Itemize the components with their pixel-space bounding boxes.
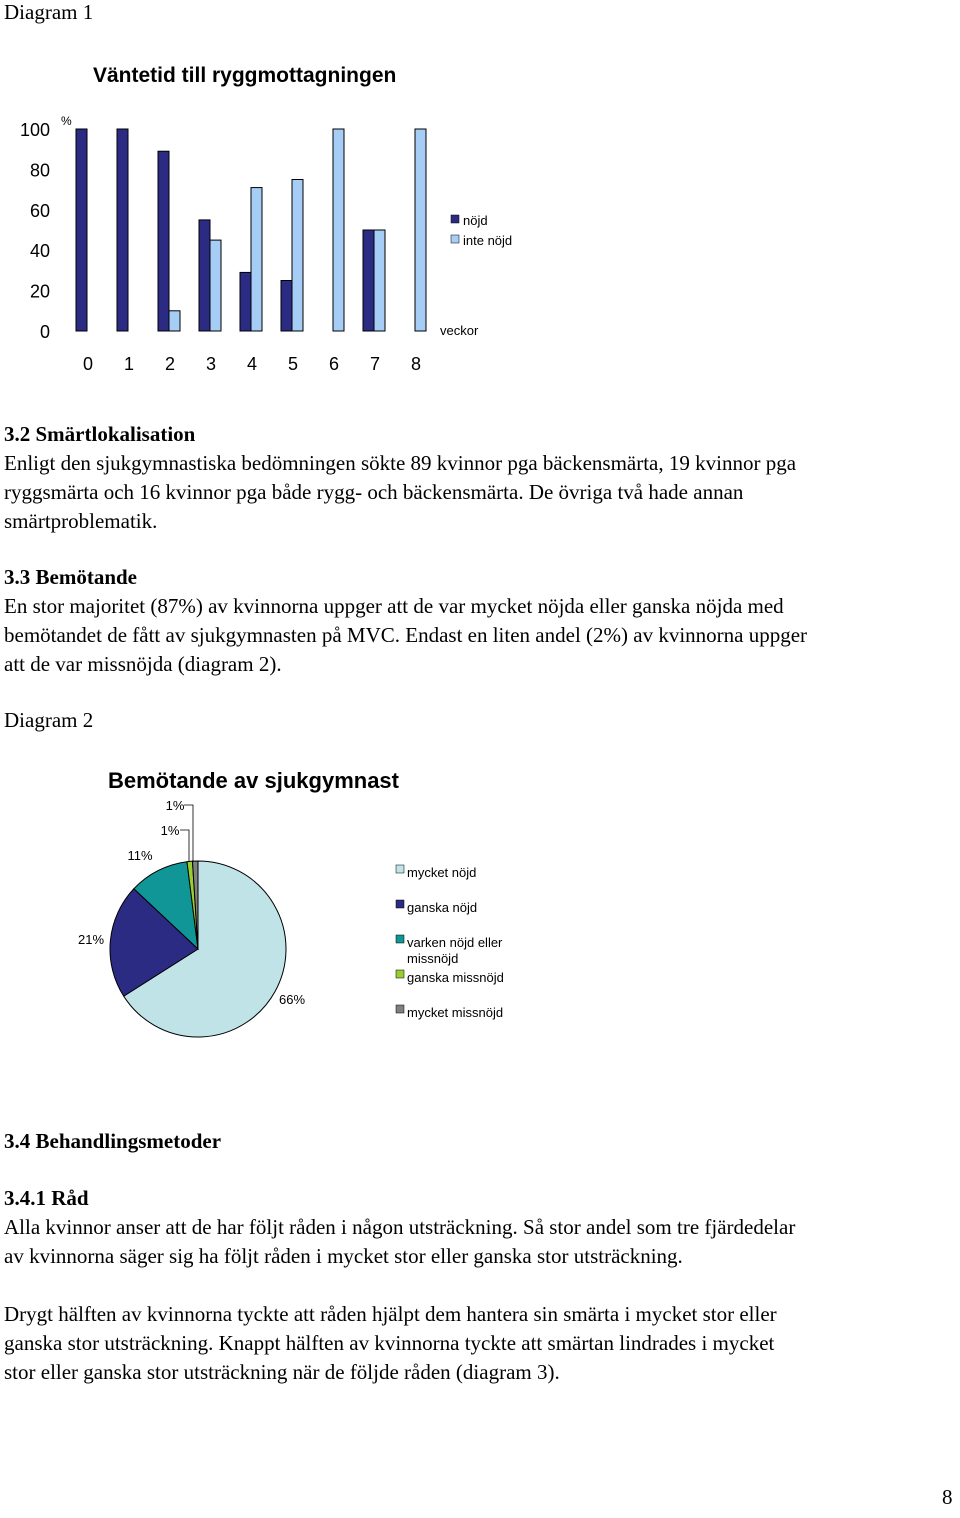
bar-nojd — [363, 230, 374, 331]
legend-label: ganska nöjd — [407, 900, 478, 915]
pie-data-label: 1% — [160, 823, 180, 838]
x-tick-label: 5 — [287, 354, 299, 374]
bar-nojd — [281, 281, 292, 332]
x-axis-unit: veckor — [440, 323, 479, 338]
legend-swatch — [396, 865, 404, 873]
legend-swatch — [396, 1005, 404, 1013]
x-tick-label: 4 — [246, 354, 258, 374]
section-3-3 — [4, 563, 954, 679]
bar-inte-nojd — [292, 180, 303, 332]
paragraph-line: stor eller ganska stor utsträckning när de följde råden (diagram 3). — [4, 1360, 560, 1384]
bar-inte-nojd — [333, 129, 344, 331]
bar-nojd — [240, 272, 251, 331]
leader-line — [180, 830, 189, 862]
legend-label: varken nöjd eller — [407, 935, 503, 950]
legend-label: ganska missnöjd — [407, 970, 504, 985]
pie-chart-treatment — [0, 750, 960, 1050]
leader-line — [184, 805, 193, 862]
legend-swatch — [451, 235, 459, 243]
y-tick-label: 100 — [19, 120, 50, 140]
y-tick-label: 40 — [29, 241, 50, 262]
legend-swatch — [396, 970, 404, 978]
bar-nojd — [158, 151, 169, 331]
section-heading: 3.3 Bemötande — [4, 565, 137, 589]
paragraph-line: ryggsmärta och 16 kvinnor pga både rygg- och bäckensmärta. De övriga två hade annan — [4, 480, 744, 504]
bar-nojd — [117, 129, 128, 331]
paragraph-line: En stor majoritet (87%) av kvinnorna uppger att de var mycket nöjda eller ganska nöjda med — [4, 594, 784, 618]
pie-data-label: 11% — [127, 848, 153, 863]
bar-inte-nojd — [374, 230, 385, 331]
y-axis-unit: % — [61, 114, 72, 128]
x-tick-label: 2 — [164, 354, 176, 374]
chart-title: Väntetid till ryggmottagningen — [93, 64, 397, 87]
section-3-2 — [4, 420, 954, 536]
paragraph-line: Drygt hälften av kvinnorna tyckte att råden hjälpt dem hantera sin smärta i mycket stor eller — [4, 1302, 777, 1326]
paragraph-line: Alla kvinnor anser att de har följt råden i någon utsträckning. Så stor andel som tre fjärdedelar — [4, 1215, 796, 1239]
legend-swatch — [396, 900, 404, 908]
x-tick-label: 1 — [123, 354, 135, 374]
legend-label: mycket missnöjd — [407, 1005, 504, 1020]
bar-nojd — [199, 220, 210, 331]
pie-data-label: 21% — [77, 932, 105, 947]
section-heading: 3.2 Smärtlokalisation — [4, 422, 196, 446]
bar-inte-nojd — [415, 129, 426, 331]
legend-label: mycket nöjd — [407, 865, 477, 880]
y-tick-label: 0 — [39, 322, 50, 342]
bar-inte-nojd — [210, 240, 221, 331]
x-tick-label: 3 — [205, 354, 217, 374]
y-tick-label: 80 — [29, 160, 50, 181]
paragraph-line: av kvinnorna säger sig ha följt råden i mycket stor eller ganska stor utsträckning. — [4, 1244, 683, 1268]
diagram2-caption: Diagram 2 — [4, 708, 94, 732]
paragraph-line: ganska stor utsträckning. Knappt hälften av kvinnorna tyckte att smärtan lindrades i mycket — [4, 1331, 775, 1355]
pie-data-label: 1% — [165, 798, 185, 813]
bar-chart-wait-time — [0, 40, 960, 390]
paragraph-line: smärtproblematik. — [4, 509, 158, 533]
section-3-4 — [4, 1127, 954, 1387]
sub-heading: 3.4.1 Råd — [4, 1186, 89, 1210]
x-tick-label: 6 — [328, 354, 340, 374]
paragraph-line: bemötandet de fått av sjukgymnasten på MVC. Endast en liten andel (2%) av kvinnorna uppger — [4, 623, 808, 647]
page-number: 8 — [942, 1485, 953, 1509]
x-tick-label: 7 — [369, 354, 381, 374]
legend-label: missnöjd — [407, 951, 459, 966]
paragraph-line: Enligt den sjukgymnastiska bedömningen sökte 89 kvinnor pga bäckensmärta, 19 kvinnor pga — [4, 451, 797, 475]
bar-inte-nojd — [169, 311, 180, 331]
diagram1-caption: Diagram 1 — [4, 0, 94, 24]
pie-data-label: 66% — [278, 992, 306, 1007]
x-tick-label: 0 — [82, 354, 94, 374]
legend-label: inte nöjd — [463, 233, 513, 248]
legend-swatch — [396, 935, 404, 943]
bar-nojd — [76, 129, 87, 331]
y-tick-label: 60 — [29, 200, 50, 221]
section-heading: 3.4 Behandlingsmetoder — [4, 1129, 222, 1153]
chart-title: Bemötande av sjukgymnast — [108, 768, 399, 793]
bar-inte-nojd — [251, 188, 262, 331]
legend-swatch — [451, 215, 459, 223]
x-tick-label: 8 — [410, 354, 422, 374]
y-tick-label: 20 — [29, 281, 50, 302]
paragraph-line: att de var missnöjda (diagram 2). — [4, 652, 282, 676]
legend-label: nöjd — [463, 213, 488, 228]
